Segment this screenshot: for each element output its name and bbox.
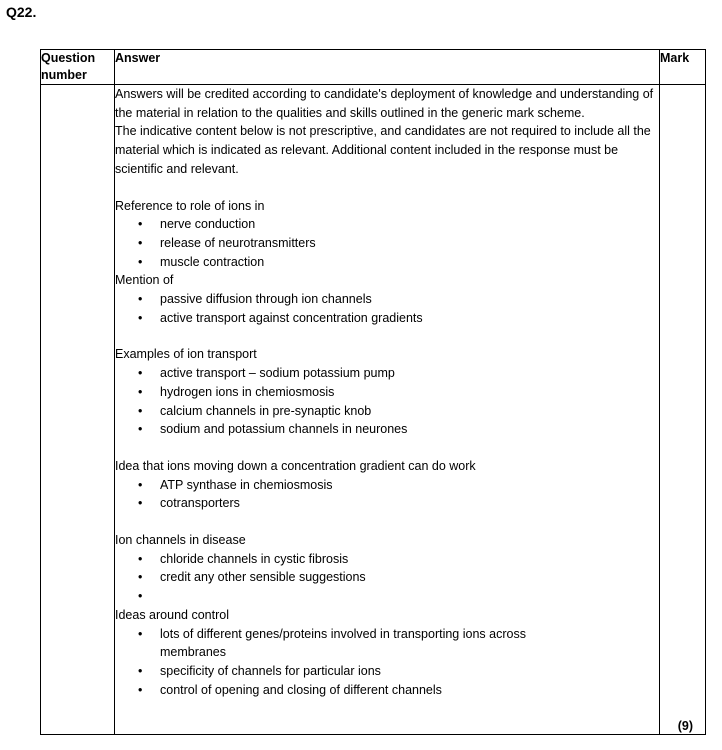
list-item: • cotransporters [115,494,659,513]
intro-paragraph: Answers will be credited according to candidate's deployment of knowledge and understanding of the material in relation to the qualities and skills outlined in the generic mark scheme. [115,87,654,120]
header-question-number: Question number [41,50,115,85]
list-item: • credit any other sensible suggestions [115,568,659,587]
bullet-list [115,476,659,513]
section-heading: Idea that ions moving down a concentration gradient can do work [115,458,476,473]
list-item: • active transport – sodium potassium pump [115,364,659,383]
bullet-list [115,550,659,606]
intro-paragraph: The indicative content below is not prescriptive, and candidates are not required to include all the material which is indicated as relevant. Additional content included in the response must be scientific and relevant. [115,124,651,176]
section-heading: Mention of [115,273,174,288]
list-item: • passive diffusion through ion channels [115,290,659,309]
table-header-row [41,50,706,85]
list-item: • sodium and potassium channels in neurones [115,420,659,439]
bullet-list [115,215,659,271]
list-item: • active transport against concentration gradients [115,309,659,328]
bullet-list [115,290,659,327]
section-heading: Ion channels in disease [115,533,246,548]
bullet-list [115,364,659,439]
list-item: • lots of different genes/proteins involved in transporting ions across membranes [115,625,659,662]
list-item: • muscle contraction [115,253,659,272]
list-item: • control of opening and closing of different channels [115,681,659,700]
question-number-cell [41,85,115,735]
mark-cell [660,85,706,735]
bullet-list [115,625,659,700]
list-item: • hydrogen ions in chemiosmosis [115,383,659,402]
list-item: • release of neurotransmitters [115,234,659,253]
answer-cell [115,85,660,735]
header-answer: Answer [115,50,660,85]
question-label: Q22. [6,4,37,20]
section-heading: Reference to role of ions in [115,198,265,213]
mark-scheme-table [40,49,706,735]
header-mark: Mark [660,50,706,85]
list-item: • calcium channels in pre-synaptic knob [115,402,659,421]
list-item: • chloride channels in cystic fibrosis [115,550,659,569]
list-item: • specificity of channels for particular ions [115,662,659,681]
mark-total: (9) [677,719,693,733]
answer-row [41,85,706,735]
list-item: • ATP synthase in chemiosmosis [115,476,659,495]
list-item: • nerve conduction [115,215,659,234]
section-heading: Ideas around control [115,607,229,622]
section-heading: Examples of ion transport [115,347,257,362]
list-item [115,587,659,606]
